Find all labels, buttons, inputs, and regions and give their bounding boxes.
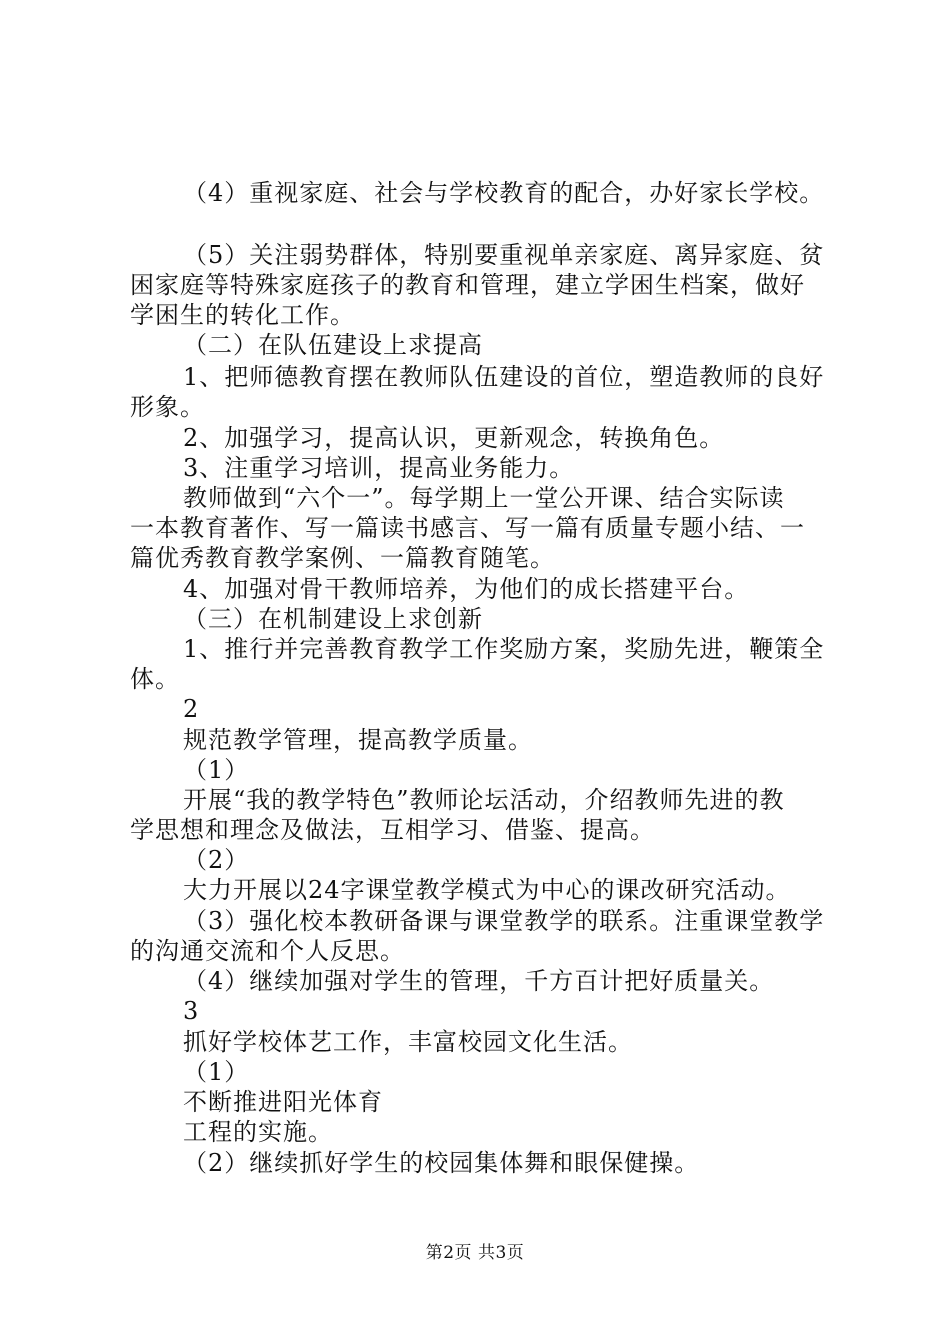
- paragraph-line: 2、加强学习，提高认识，更新观念，转换角色。: [183, 424, 725, 452]
- paragraph-line: 教师做到“六个一”。每学期上一堂公开课、结合实际读: [183, 484, 785, 512]
- paragraph-line: （2）继续抓好学生的校园集体舞和眼保健操。: [183, 1149, 700, 1177]
- item-number: （1）: [183, 1058, 250, 1086]
- paragraph-line: （4）继续加强对学生的管理，千方百计把好质量关。: [183, 967, 775, 995]
- paragraph-line: 学困生的转化工作。: [130, 301, 355, 329]
- section-heading: （三）在机制建设上求创新: [183, 605, 483, 633]
- paragraph-line: 不断推进阳光体育: [183, 1088, 383, 1116]
- paragraph-line: 1、把师德教育摆在教师队伍建设的首位，塑造教师的良好: [183, 363, 825, 391]
- paragraph-line: 篇优秀教育教学案例、一篇教育随笔。: [130, 544, 555, 572]
- paragraph-line: 一本教育著作、写一篇读书感言、写一篇有质量专题小结、一: [130, 514, 805, 542]
- paragraph-line: 的沟通交流和个人反思。: [130, 937, 405, 965]
- paragraph-line: 困家庭等特殊家庭孩子的教育和管理，建立学困生档案，做好: [130, 271, 805, 299]
- paragraph-line: 形象。: [130, 393, 205, 421]
- paragraph-line: 大力开展以24字课堂教学模式为中心的课改研究活动。: [183, 876, 791, 904]
- paragraph-line: 4、加强对骨干教师培养，为他们的成长搭建平台。: [183, 575, 750, 603]
- paragraph-line: （5）关注弱势群体，特别要重视单亲家庭、离异家庭、贫: [183, 241, 825, 269]
- paragraph-line: （4）重视家庭、社会与学校教育的配合，办好家长学校。: [183, 179, 825, 207]
- item-number: 3: [183, 997, 200, 1025]
- paragraph-line: 1、推行并完善教育教学工作奖励方案，奖励先进，鞭策全: [183, 635, 825, 663]
- paragraph-line: 抓好学校体艺工作，丰富校园文化生活。: [183, 1028, 633, 1056]
- paragraph-line: 学思想和理念及做法，互相学习、借鉴、提高。: [130, 816, 655, 844]
- paragraph-line: 开展“我的教学特色”教师论坛活动，介绍教师先进的教: [183, 786, 785, 814]
- item-number: 2: [183, 695, 200, 723]
- paragraph-line: 体。: [130, 665, 180, 693]
- section-heading: （二）在队伍建设上求提高: [183, 331, 483, 359]
- paragraph-line: 规范教学管理，提高教学质量。: [183, 726, 533, 754]
- page-footer: 第2页 共3页: [425, 1243, 525, 1263]
- paragraph-line: 3、注重学习培训，提高业务能力。: [183, 454, 575, 482]
- item-number: （2）: [183, 846, 250, 874]
- paragraph-line: （3）强化校本教研备课与课堂教学的联系。注重课堂教学: [183, 907, 825, 935]
- item-number: （1）: [183, 756, 250, 784]
- paragraph-line: 工程的实施。: [183, 1118, 333, 1146]
